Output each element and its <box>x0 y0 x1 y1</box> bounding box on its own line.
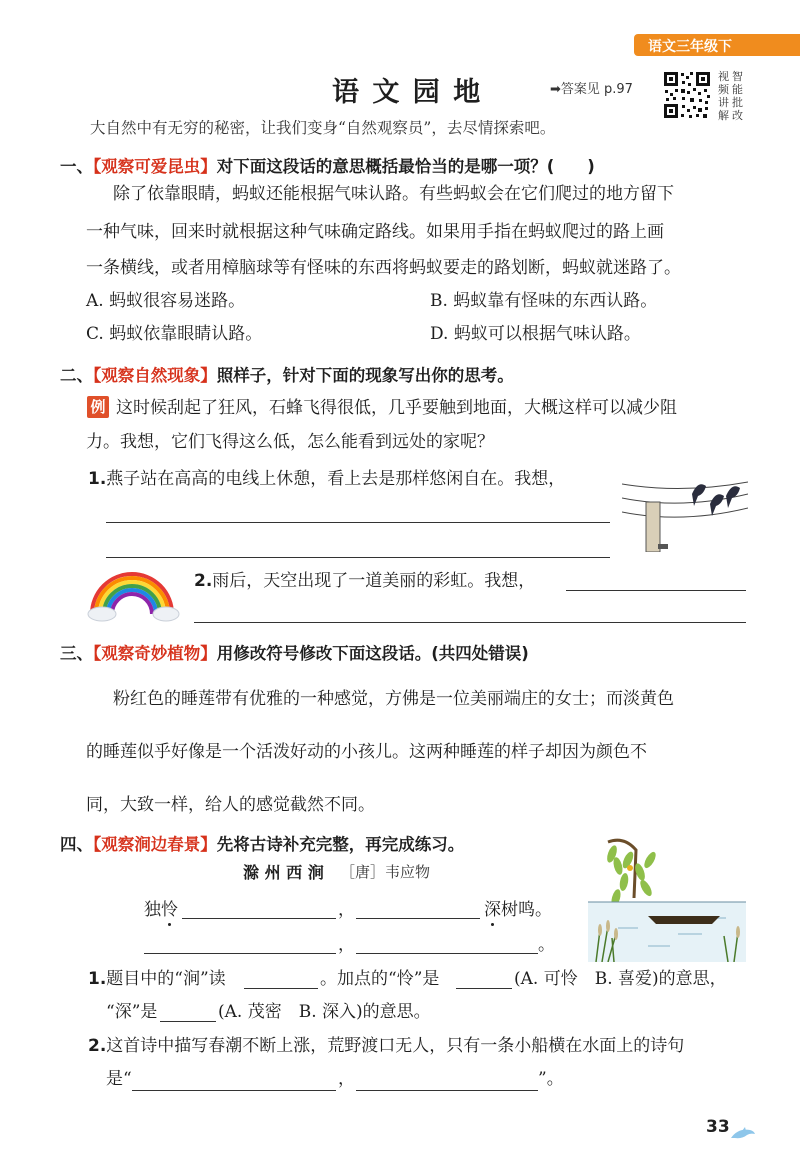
pond-boat-image <box>588 838 746 962</box>
s2-q1-text: 燕子站在高高的电线上休憩，看上去是那样悠闲自在。我想， <box>106 469 566 489</box>
section-4-tag: 【观察涧边春景】 <box>93 835 217 854</box>
poem-line-1-start <box>144 902 178 919</box>
section-3-prompt: 用修改符号修改下面这段话。(共四处错误) <box>216 644 529 663</box>
rainbow-illustration <box>84 566 180 622</box>
s4-question-2-line-1 <box>88 1038 684 1055</box>
s2-q2-text: 雨后，天空出现了一道美丽的彩虹。我想， <box>212 571 536 591</box>
s4-q1-blank-pronunciation[interactable] <box>244 988 318 989</box>
s2-question-1 <box>88 471 565 488</box>
answer-reference: ➡答案见 p.97 <box>550 82 633 97</box>
poem-period: 。 <box>538 935 555 955</box>
dolphin-icon <box>730 1126 756 1142</box>
option-d[interactable]: D. 蚂蚁可以根据气味认路。 <box>430 324 641 344</box>
s4-q2-text-c: ”。 <box>538 1069 564 1089</box>
section-4-number: 四、 <box>60 835 93 854</box>
example-line: 这时候刮起了狂风，石蜂飞得很低，几乎要触到地面，大概这样可以减少阻 <box>116 398 677 418</box>
s4-q2-text-b: 是“ <box>106 1069 132 1089</box>
section-3-passage-line: 的睡莲似乎好像是一个活泼好动的小孩儿。这两种睡莲的样子却因为颜色不 <box>86 742 647 762</box>
section-2-tag: 【观察自然现象】 <box>93 366 217 385</box>
section-1-passage-line: 一种气味，回来时就根据这种气味确定路线。如果用手指在蚂蚁爬过的路上画 <box>86 222 664 242</box>
section-1-tag: 【观察可爱昆虫】 <box>93 157 217 176</box>
poem-dotted-char: 深 <box>484 900 501 920</box>
section-4-heading <box>60 831 464 855</box>
s4-q2-comma: ， <box>338 1069 355 1089</box>
example-badge: 例 <box>87 396 109 418</box>
poem-blank-2[interactable] <box>356 918 480 919</box>
section-2-number: 二、 <box>60 366 93 385</box>
s4-q1-text-e: (A. 茂密 B. 深入)的意思。 <box>218 1002 431 1022</box>
poem-char: 独 <box>144 900 161 920</box>
poem-comma: ， <box>338 900 355 920</box>
s2-q1-answer-line-2[interactable] <box>106 557 610 558</box>
qr-label: 视 <box>718 70 729 83</box>
s2-question-2 <box>194 573 535 590</box>
s4-q2-blank-2[interactable] <box>356 1090 538 1091</box>
swallows-on-wire-image <box>622 468 748 552</box>
section-3-passage-line: 粉红色的睡莲带有优雅的一种感觉，方佛是一位美丽端庄的女士；而淡黄色 <box>113 689 674 709</box>
poem-blank-4[interactable] <box>356 953 538 954</box>
s2-q2-answer-line-2[interactable] <box>194 622 746 623</box>
section-1-passage-line: 除了依靠眼睛，蚂蚁还能根据气味认路。有些蚂蚁会在它们爬过的地方留下 <box>113 184 674 204</box>
poem-blank-3[interactable] <box>144 953 336 954</box>
section-3-tag: 【观察奇妙植物】 <box>93 644 217 663</box>
s4-q2-blank-1[interactable] <box>132 1090 336 1091</box>
option-c[interactable]: C. 蚂蚁依靠眼睛认路。 <box>86 324 263 344</box>
qr-label: 批 <box>732 96 743 109</box>
pond-illustration <box>588 838 746 962</box>
section-1-prompt: 对下面这段话的意思概括最恰当的是哪一项？( ) <box>216 157 595 176</box>
option-b[interactable]: B. 蚂蚁靠有怪味的东西认路。 <box>430 291 658 311</box>
section-2-prompt: 照样子，针对下面的现象写出你的思考。 <box>216 366 514 385</box>
qr-label: 解 <box>718 109 729 122</box>
page-number: 33 <box>706 1117 730 1137</box>
qr-label: 讲 <box>718 96 729 109</box>
s4-q1-text-b: 。加点的“怜”是 <box>320 969 440 989</box>
s2-q2-number: 2. <box>194 571 213 591</box>
qr-code-icon <box>662 70 712 120</box>
s4-q1-blank-shen[interactable] <box>160 1021 216 1022</box>
s4-q2-number: 2. <box>88 1036 107 1056</box>
qr-labels <box>718 70 750 124</box>
page-title: 语 文 园 地 <box>332 77 483 108</box>
swallows-illustration <box>622 468 748 552</box>
intro-text: 大自然中有无穷的秘密，让我们变身“自然观察员”，去尽情探索吧。 <box>90 119 556 137</box>
s2-q1-number: 1. <box>88 469 107 489</box>
section-2-heading <box>60 362 514 386</box>
header-tab-label: 语文三年级下 <box>648 39 732 55</box>
section-1-heading <box>60 153 595 177</box>
s4-q1-text-d: “深”是 <box>106 1002 158 1022</box>
section-1-number: 一、 <box>60 157 93 176</box>
section-3-heading <box>60 640 529 664</box>
section-3-number: 三、 <box>60 644 93 663</box>
option-a[interactable]: A. 蚂蚁很容易迷路。 <box>86 291 246 311</box>
qr-label: 改 <box>732 109 743 122</box>
poem-author: ［唐］韦应物 <box>340 863 431 881</box>
section-4-prompt: 先将古诗补充完整，再完成练习。 <box>216 835 465 854</box>
poem-comma: ， <box>338 935 355 955</box>
poem-blank-1[interactable] <box>182 918 336 919</box>
qr-code[interactable] <box>662 70 712 120</box>
s4-q1-number: 1. <box>88 969 107 989</box>
s4-question-1-line-1 <box>88 971 226 988</box>
example-line: 力。我想，它们飞得这么低，怎么能看到远处的家呢？ <box>86 432 494 452</box>
s4-q1-text-c: (A. 可怜 B. 喜爱)的意思， <box>514 969 727 989</box>
s4-q1-blank-lian[interactable] <box>456 988 512 989</box>
qr-label: 频 <box>718 83 729 96</box>
s2-q2-answer-line-1[interactable] <box>566 590 746 591</box>
rainbow-image <box>84 566 180 622</box>
s4-q1-text: 题目中的“涧”读 <box>106 969 226 989</box>
s4-q2-text: 这首诗中描写春潮不断上涨，荒野渡口无人，只有一条小船横在水面上的诗句 <box>106 1036 685 1056</box>
poem-char: 树鸣。 <box>501 900 552 920</box>
section-1-passage-line: 一条横线，或者用樟脑球等有怪味的东西将蚂蚁要走的路划断，蚂蚁就迷路了。 <box>86 258 681 278</box>
poem-title: 滁 州 西 涧 <box>243 863 324 882</box>
qr-label: 智 <box>732 70 743 83</box>
s2-q1-answer-line-1[interactable] <box>106 522 610 523</box>
poem-dotted-char: 怜 <box>161 900 178 920</box>
qr-label: 能 <box>732 83 743 96</box>
header-tab <box>634 34 800 56</box>
section-3-passage-line: 同，大致一样，给人的感觉截然不同。 <box>86 795 375 815</box>
poem-line-1-end <box>484 902 552 919</box>
